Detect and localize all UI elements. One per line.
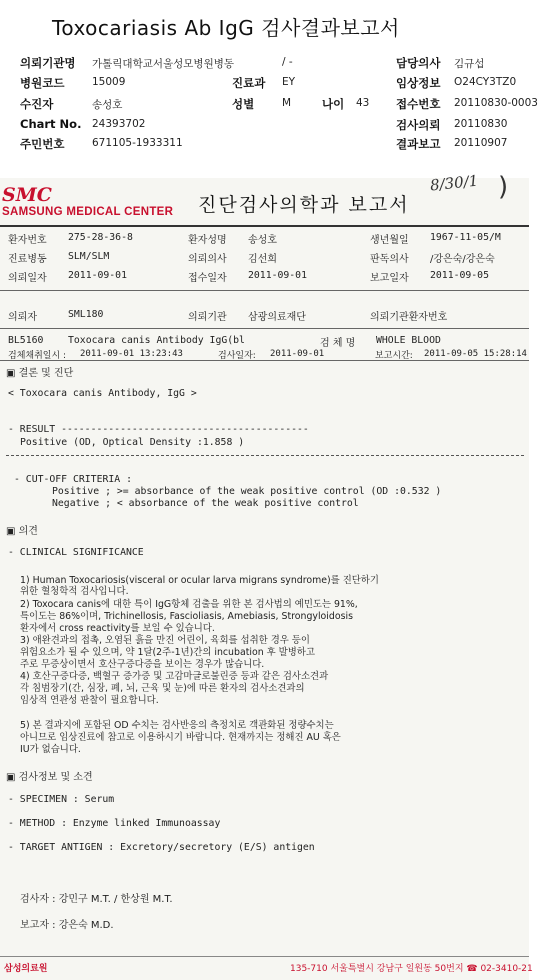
note-line: 아니므로 임상진료에 참고로 이용하시기 바랍니다. 현재까지는 정해진 AU 혹은: [20, 732, 341, 743]
footer-address: 135-710 서울특별시 강남구 일원동 50번지 ☎ 02-3410-21: [290, 964, 533, 974]
info-value: 송성호: [248, 235, 277, 246]
label-clinical-info: 임상정보: [396, 76, 441, 90]
handwritten-date: 8/30/1: [429, 171, 480, 195]
footer-institution: 삼성의료원: [4, 964, 48, 974]
note-line: IU가 없습니다.: [20, 744, 81, 755]
divider: [0, 328, 529, 329]
requester-label: 의뢰자: [8, 312, 37, 323]
info-label: 접수일자: [188, 273, 227, 284]
info-value: 275-28-36-8: [68, 232, 133, 243]
info-label: 생년월일: [370, 235, 409, 246]
label-test-request: 검사의뢰: [396, 118, 441, 132]
summary-header: [0, 0, 538, 178]
value-ward: / -: [282, 56, 293, 68]
note-line: 특이도는 86%이며, Trichinellosis, Fascioliasis, Amebiasis, Strongyloidosis: [20, 611, 353, 622]
test-name: Toxocara canis Antibody IgG(bl: [68, 335, 245, 346]
samsung-medical-center-logo: [2, 184, 173, 218]
specimen-name-value: WHOLE BLOOD: [376, 335, 441, 346]
scanned-report: [0, 171, 533, 980]
info-value: /강은숙/강은숙: [430, 254, 495, 265]
test-date-value: 2011-09-01: [270, 349, 325, 359]
value-requesting-institution: 가톨릭대학교서울성모병원병동: [92, 58, 235, 70]
note-line: 3) 애완견과의 접촉, 오염된 흙을 만진 어린이, 육회를 섭취한 경우 등이: [20, 635, 310, 646]
target-antigen-line: - TARGET ANTIGEN : Excretory/secretory (E/S) antigen: [8, 842, 315, 853]
divider: [0, 360, 529, 361]
info-value: 2011-09-01: [68, 270, 127, 281]
result-label: - RESULT ------------------------------------------: [8, 424, 309, 435]
note-line: 위한 혈청학적 검사입니다.: [20, 586, 129, 597]
value-attending-doctor: 김규섭: [454, 58, 485, 70]
label-resident-number: 주민번호: [20, 137, 65, 151]
info-label: 의뢰의사: [188, 254, 227, 265]
note-line: 1) Human Toxocariosis(visceral or ocular larva migrans syndrome)를 진단하기: [20, 575, 379, 586]
info-label: 판독의사: [370, 254, 409, 265]
cutoff-positive: Positive ; >= absorbance of the weak positive control (OD :0.532 ): [52, 486, 442, 497]
test-code: BL5160: [8, 335, 44, 346]
institution-patient-no-label: 의뢰기관환자번호: [370, 312, 448, 323]
specimen-line: - SPECIMEN : Serum: [8, 794, 115, 805]
note-line: 2) Toxocara canis에 대한 특이 IgG항체 검출을 위한 본 검사법의 예민도는 91%,: [20, 599, 358, 610]
info-value: 1967-11-05/M: [430, 232, 501, 243]
test-title: < Toxocara canis Antibody, IgG >: [8, 388, 197, 399]
test-date-label: 검사일자:: [218, 351, 256, 361]
value-clinical-info: O24CY3TZ0: [454, 76, 517, 88]
label-age: 나이: [322, 97, 345, 111]
institution-value: 삼광의료재단: [248, 312, 306, 323]
label-chart-no: Chart No.: [20, 117, 82, 131]
note-line: 4) 호산구증다증, 백혈구 증가증 및 고감마글로불린증 등과 같은 검사소견과: [20, 671, 329, 682]
logo-mark: SMC: [2, 184, 52, 206]
value-hospital-code: 15009: [92, 76, 126, 88]
value-department: EY: [282, 76, 296, 88]
reporter-line: 보고자 : 강은숙 M.D.: [20, 920, 114, 931]
value-test-request: 20110830: [454, 118, 508, 130]
specimen-name-label: 검 체 명: [320, 338, 356, 349]
requester-value: SML180: [68, 309, 104, 320]
value-receipt-number: 20110830-0003: [454, 97, 538, 109]
label-attending-doctor: 담당의사: [396, 56, 441, 70]
info-label: 의뢰일자: [8, 273, 47, 284]
info-label: 보고일자: [370, 273, 409, 284]
value-age: 43: [356, 97, 370, 109]
info-value: SLM/SLM: [68, 251, 110, 262]
cutoff-negative: Negative ; < absorbance of the weak positive control: [52, 498, 359, 509]
institution-label: 의뢰기관: [188, 312, 227, 323]
info-label: 환자성명: [188, 235, 227, 246]
test-info-header: ▣ 검사정보 및 소견: [6, 772, 93, 783]
result-value: Positive (OD, Optical Density :1.858 ): [20, 437, 245, 448]
opinion-header: ▣ 의견: [6, 526, 38, 537]
value-result-report: 20110907: [454, 137, 508, 149]
note-line: 5) 본 결과지에 포함된 OD 수치는 검사반응의 측정치로 객관화된 정량수치는: [20, 720, 334, 731]
divider: [0, 290, 529, 291]
note-line: 임상적 연관성 판찰이 필요합니다.: [20, 695, 159, 706]
label-requesting-institution: 의뢰기관명: [20, 56, 76, 70]
note-line: 각 침범장기(간, 심장, 폐, 뇌, 근육 및 눈)에 따른 환자의 검사소견과의: [20, 683, 305, 694]
info-value: 2011-09-05: [430, 270, 489, 281]
info-label: 환자번호: [8, 235, 47, 246]
report-time-label: 보고시간:: [375, 351, 413, 361]
label-result-report: 결과보고: [396, 137, 441, 151]
note-line: 환자에서 cross reactivity를 보일 수 있습니다.: [20, 623, 215, 634]
method-line: - METHOD : Enzyme linked Immunoassay: [8, 818, 221, 829]
label-sex: 성별: [232, 97, 255, 111]
label-receipt-number: 접수번호: [396, 97, 441, 111]
conclusion-header: ▣ 결론 및 진단: [6, 368, 74, 379]
info-label: 진료병동: [8, 254, 47, 265]
cutoff-label: - CUT-OFF CRITERIA :: [14, 474, 132, 485]
report-time-value: 2011-09-05 15:28:14: [424, 349, 527, 359]
info-value: 김선희: [248, 254, 277, 265]
dashed-divider: [6, 455, 524, 456]
collection-datetime-label: 검체채취일시 :: [8, 351, 67, 361]
report-title: 진단검사의학과 보고서: [198, 194, 410, 216]
document-title: Toxocariasis Ab IgG 검사결과보고서: [52, 16, 400, 40]
value-patient: 송성호: [92, 99, 123, 111]
collection-datetime-value: 2011-09-01 13:23:43: [80, 349, 183, 359]
value-resident-number: 671105-1933311: [92, 137, 183, 149]
tester-line: 검사자 : 강민구 M.T. / 한상원 M.T.: [20, 894, 173, 905]
logo-subtitle: SAMSUNG MEDICAL CENTER: [2, 206, 174, 218]
info-value: 2011-09-01: [248, 270, 307, 281]
label-department: 진료과: [232, 76, 266, 90]
clinical-significance-label: - CLINICAL SIGNIFICANCE: [8, 547, 144, 558]
note-line: 위험요소가 될 수 있으며, 약 1달(2주-1년)간의 incubation 후 발병하고: [20, 647, 315, 658]
value-sex: M: [282, 97, 292, 109]
handwritten-mark-icon: ): [498, 172, 509, 202]
note-line: 주로 무증상이면서 호산구증다증을 보이는 경우가 많습니다.: [20, 659, 265, 670]
footer-divider: [0, 956, 529, 957]
title-divider: [0, 225, 529, 227]
label-patient: 수진자: [20, 97, 54, 111]
value-chart-no: 24393702: [92, 118, 146, 130]
label-hospital-code: 병원코드: [20, 76, 65, 90]
